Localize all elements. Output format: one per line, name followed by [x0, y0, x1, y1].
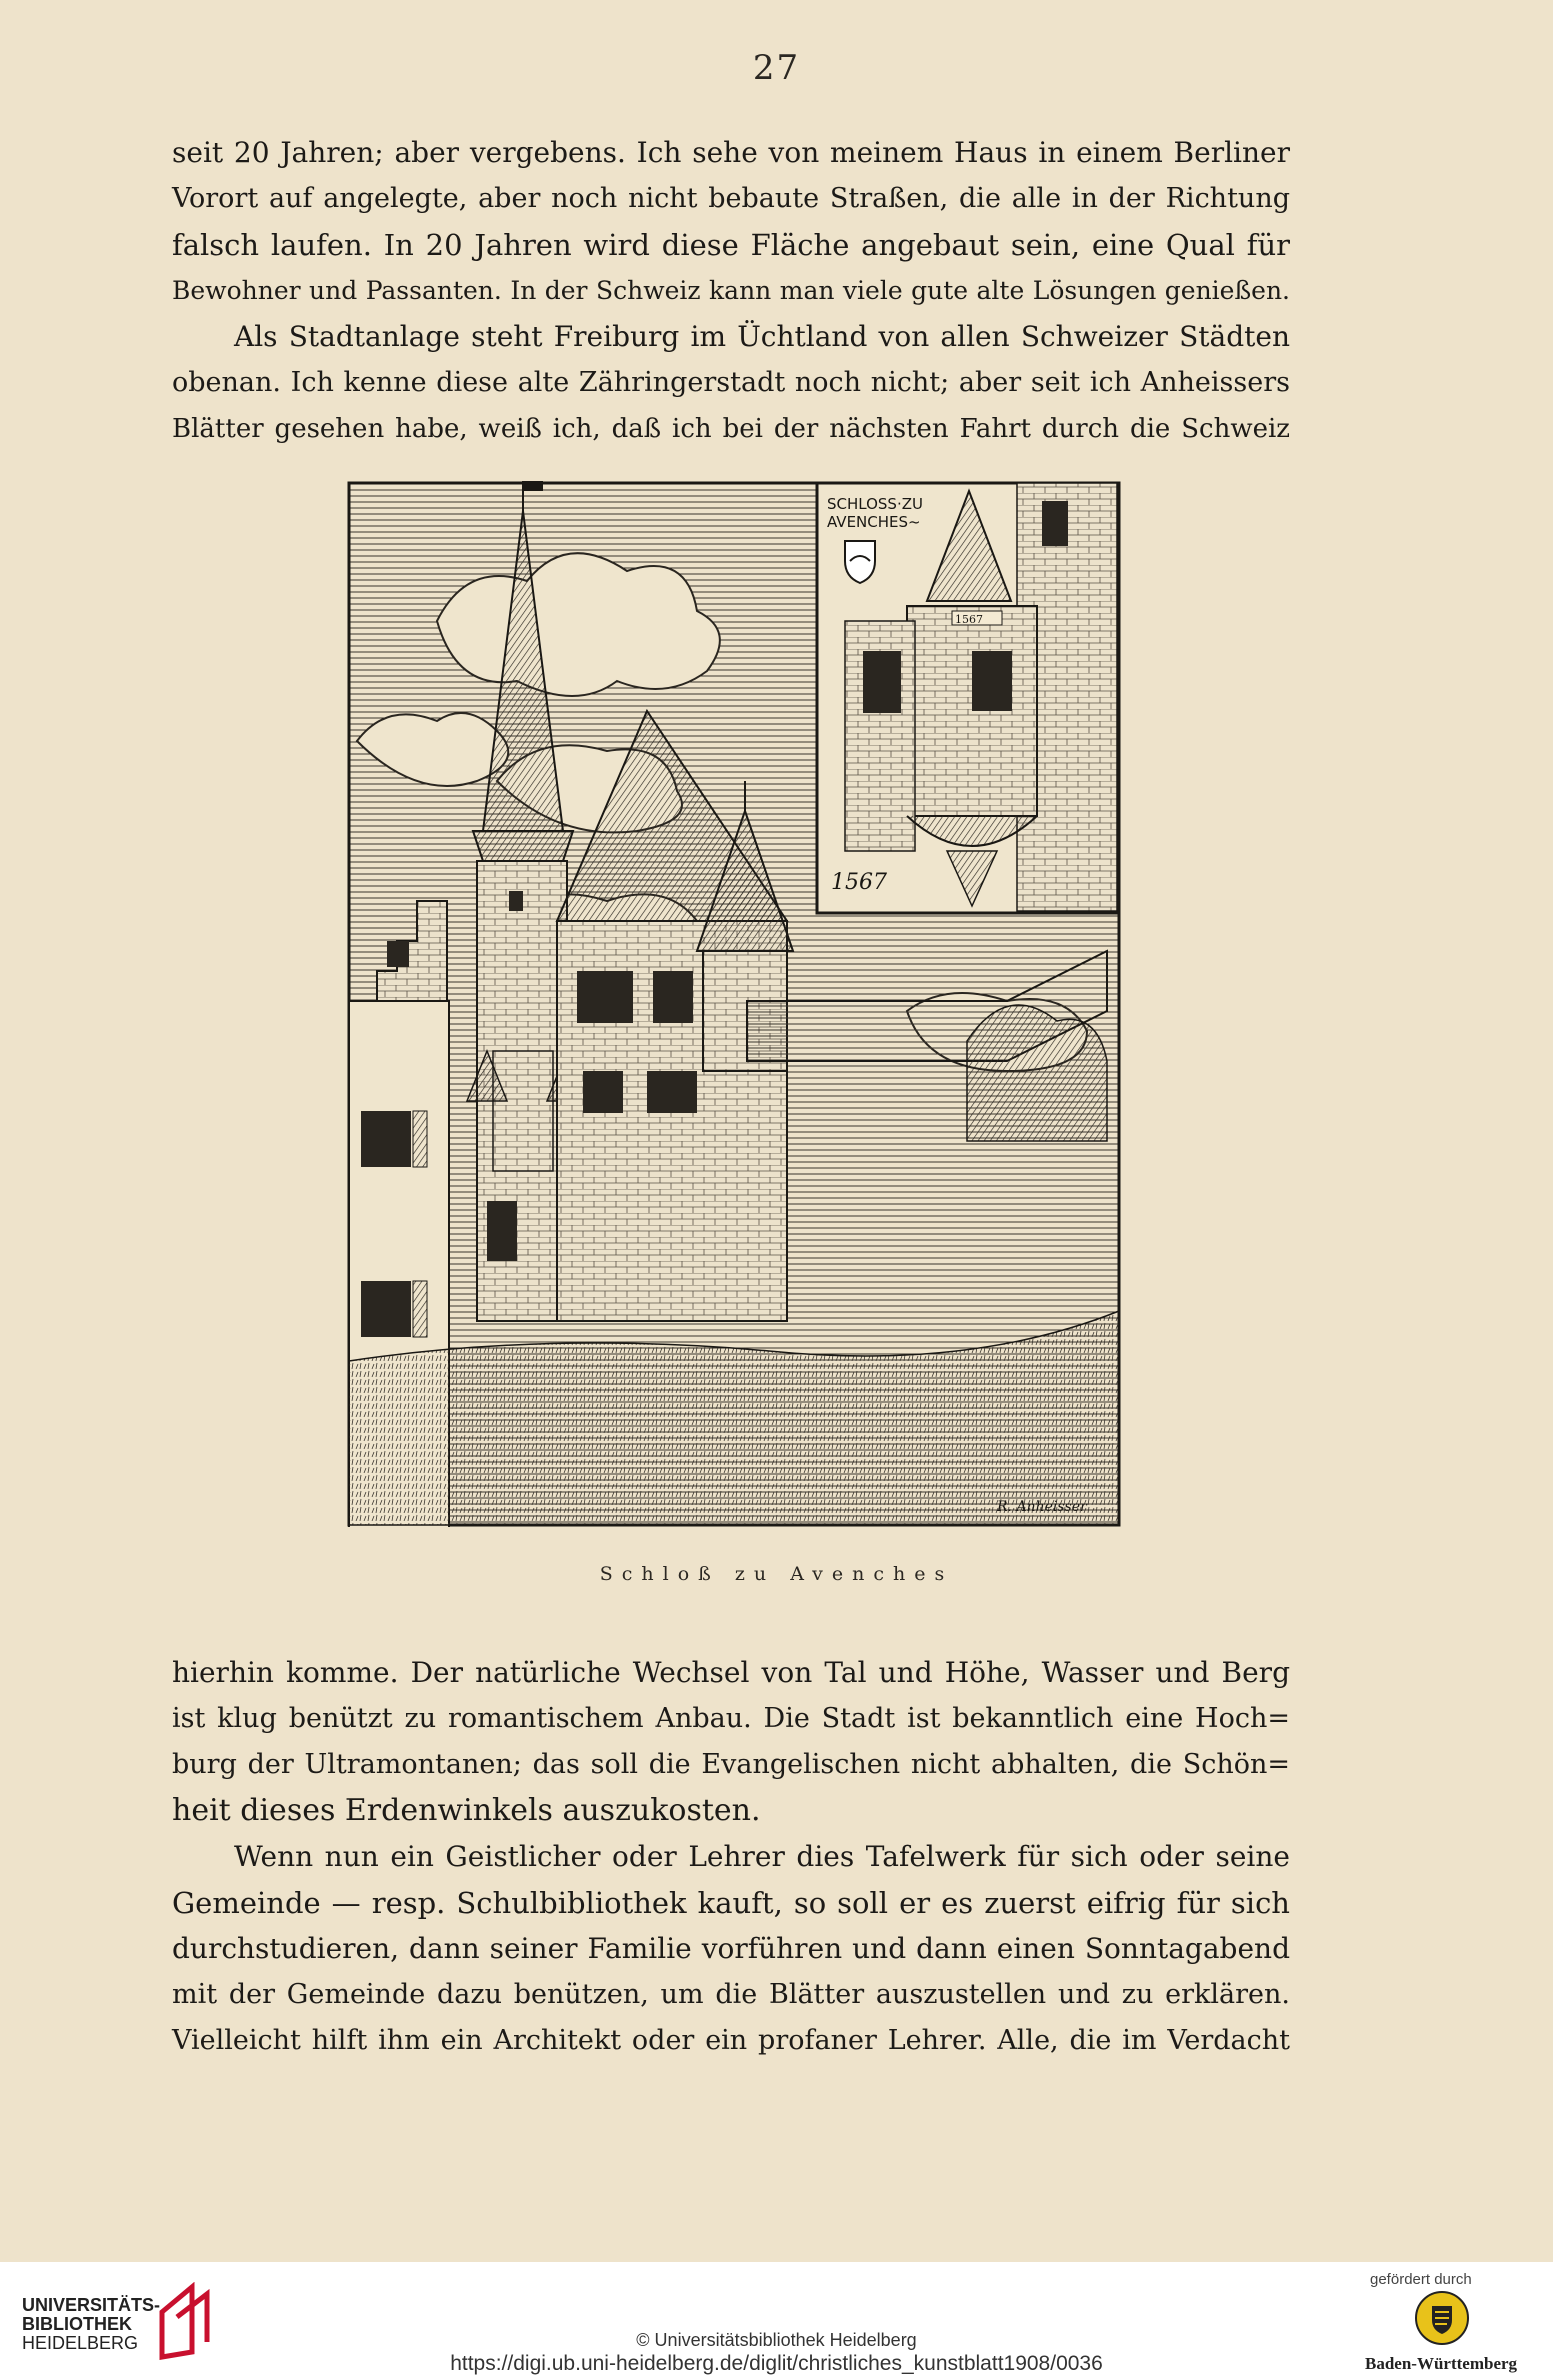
page-url[interactable]: https://digi.ub.uni-heidelberg.de/diglit/christliches_kunstblatt1908/0036 — [450, 2352, 1103, 2375]
text-line: Blätter gesehen habe, weiß ich, daß ich bei der nächsten Fahrt durch die Schweiz — [172, 414, 1290, 444]
text-line: obenan. Ich kenne diese alte Zähringerstadt noch nicht; aber seit ich Anheissers — [172, 367, 1290, 398]
funder-name: Baden-Württemberg — [1365, 2354, 1518, 2373]
text-line: mit der Gemeinde dazu benützen, um die Blätter auszustellen und zu erklären. — [172, 1979, 1290, 2010]
copyright-notice: © Universitätsbibliothek Heidelberg — [636, 2330, 917, 2350]
castle-illustration — [347, 481, 1121, 1527]
text-line: Als Stadtanlage steht Freiburg im Üchtland von allen Schweizer Städten — [234, 320, 1290, 353]
text-line: hierhin komme. Der natürliche Wechsel von Tal und Höhe, Wasser und Berg — [172, 1656, 1290, 1689]
inset-panel — [817, 483, 1119, 913]
text-line: Wenn nun ein Geistlicher oder Lehrer dies Tafelwerk für sich oder seine — [234, 1840, 1290, 1873]
text-line: seit 20 Jahren; aber vergebens. Ich sehe von meinem Haus in einem Berliner — [172, 136, 1290, 169]
page-number: 27 — [752, 48, 801, 88]
artist-signature: R. Anheisser — [997, 1499, 1087, 1515]
text-line: ist klug benützt zu romantischem Anbau. Die Stadt ist bekanntlich eine Hoch= — [172, 1703, 1290, 1734]
text-line: Vielleicht hilft ihm ein Architekt oder ein profaner Lehrer. Alle, die im Verdacht — [172, 2025, 1290, 2056]
library-name-line1: UNIVERSITÄTS- — [22, 2295, 161, 2315]
inset-label-line2: AVENCHES~ — [827, 513, 921, 531]
baden-wuerttemberg-emblem-icon[interactable] — [1414, 2290, 1470, 2346]
text-line: burg der Ultramontanen; das soll die Evangelischen nicht abhalten, die Schön= — [172, 1749, 1290, 1780]
library-name-line2: BIBLIOTHEK — [22, 2314, 132, 2334]
paragraph-top — [172, 130, 1290, 452]
inset-date: 1567 — [831, 870, 887, 895]
text-line: Gemeinde — resp. Schulbibliothek kauft, so soll er es zuerst eifrig für sich — [172, 1886, 1290, 1920]
viewer-footer — [0, 2262, 1553, 2377]
text-line: Bewohner und Passanten. In der Schweiz kann man viele gute alte Lösungen genießen. — [172, 276, 1290, 305]
figure-caption: Schloß zu Avenches — [599, 1563, 954, 1585]
datestone: 1567 — [955, 613, 983, 626]
funded-by-label: gefördert durch — [1370, 2271, 1472, 2288]
text-line: Vorort auf angelegte, aber noch nicht bebaute Straßen, die alle in der Richtung — [172, 183, 1290, 214]
text-line: falsch laufen. In 20 Jahren wird diese Fläche angebaut sein, eine Qual für — [172, 228, 1290, 262]
text-line: durchstudieren, dann seiner Familie vorführen und dann einen Sonntagabend — [172, 1932, 1290, 1965]
paragraph-bottom — [172, 1650, 1290, 2064]
text-line: heit dieses Erdenwinkels auszukosten. — [172, 1793, 761, 1828]
coat-of-arms-icon — [845, 541, 875, 583]
inset-label-line1: SCHLOSS·ZU — [827, 495, 923, 513]
library-name-line3: HEIDELBERG — [22, 2333, 139, 2353]
